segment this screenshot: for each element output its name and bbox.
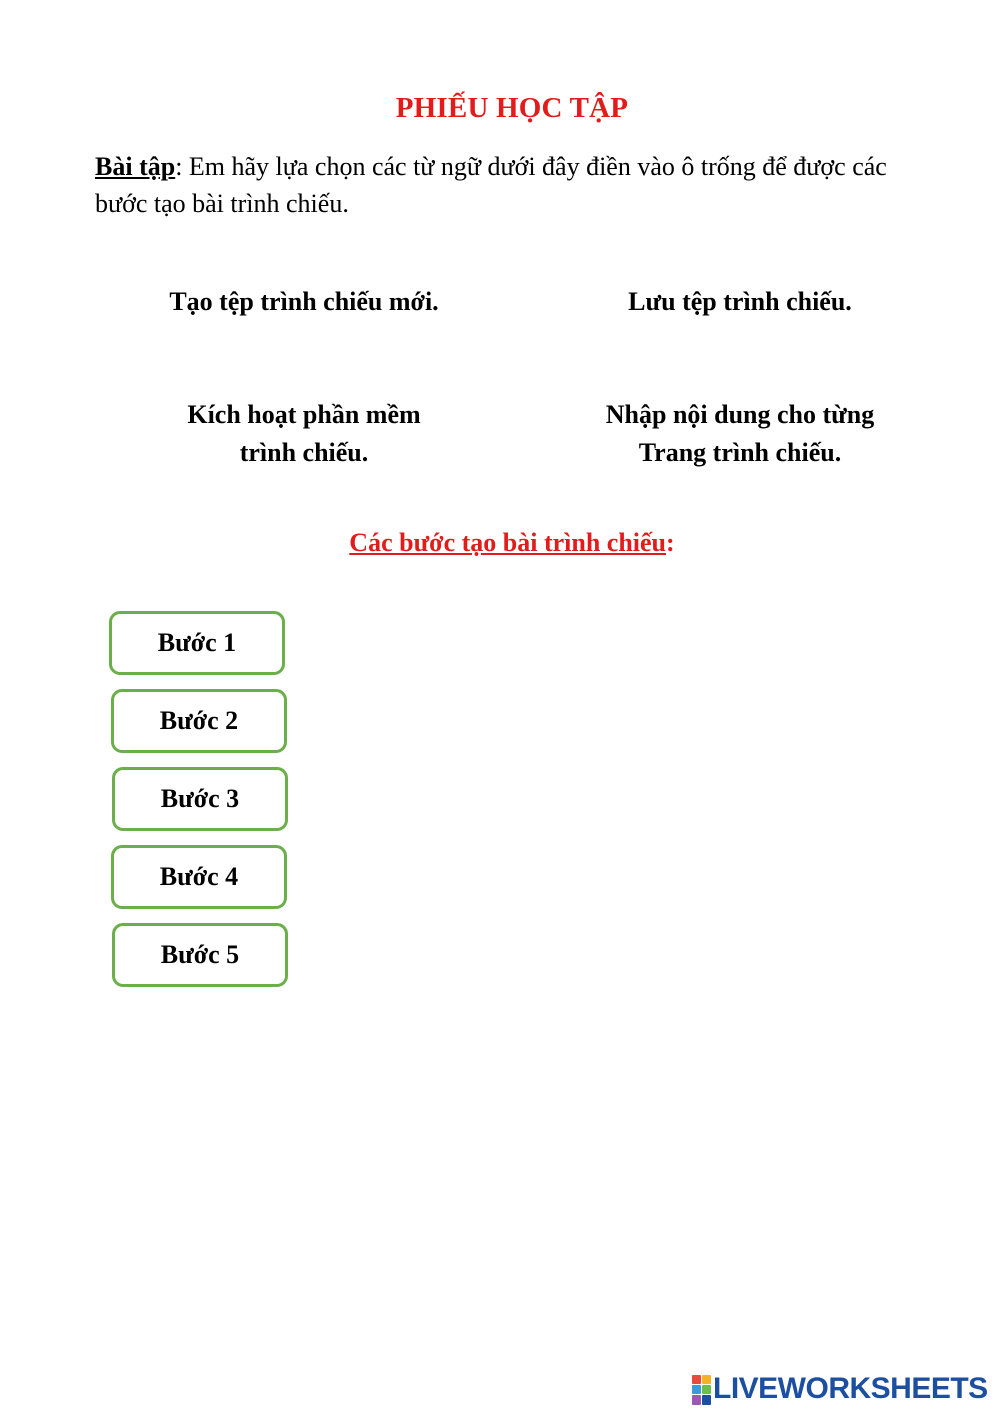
step-box-1[interactable]: Bước 1 bbox=[109, 611, 285, 675]
option-label-line2: Trang trình chiếu. bbox=[638, 438, 842, 467]
option-label: Tạo tệp trình chiếu mới. bbox=[169, 287, 439, 316]
watermark-text: LIVEWORKSHEETS bbox=[713, 1372, 988, 1405]
liveworksheets-logo-icon bbox=[692, 1375, 710, 1403]
instruction-lead: Bài tập bbox=[95, 152, 176, 181]
liveworksheets-watermark bbox=[692, 1372, 988, 1406]
steps-heading bbox=[0, 528, 1000, 558]
option-save-file[interactable] bbox=[570, 283, 910, 321]
step-box-4[interactable]: Bước 4 bbox=[111, 845, 287, 909]
step-box-3[interactable]: Bước 3 bbox=[112, 767, 288, 831]
option-label-line1: Nhập nội dung cho từng bbox=[605, 400, 875, 429]
step-box-5[interactable]: Bước 5 bbox=[112, 923, 288, 987]
option-create-file[interactable] bbox=[134, 283, 474, 321]
steps-heading-text: Các bước tạo bài trình chiếu bbox=[349, 528, 667, 557]
page-title: PHIẾU HỌC TẬP bbox=[395, 92, 629, 124]
option-label: Lưu tệp trình chiếu. bbox=[628, 287, 852, 316]
option-activate-software[interactable] bbox=[134, 396, 474, 472]
instruction-text bbox=[95, 148, 935, 222]
option-label-line1: Kích hoạt phần mềm bbox=[187, 400, 421, 429]
option-label-line2: trình chiếu. bbox=[239, 438, 369, 467]
instruction-body: : Em hãy lựa chọn các từ ngữ dưới đây điền vào ô trống để được các bước tạo bài trình chiếu. bbox=[95, 152, 887, 218]
option-enter-content[interactable] bbox=[570, 396, 910, 472]
steps-heading-colon: : bbox=[666, 528, 675, 557]
step-box-2[interactable]: Bước 2 bbox=[111, 689, 287, 753]
